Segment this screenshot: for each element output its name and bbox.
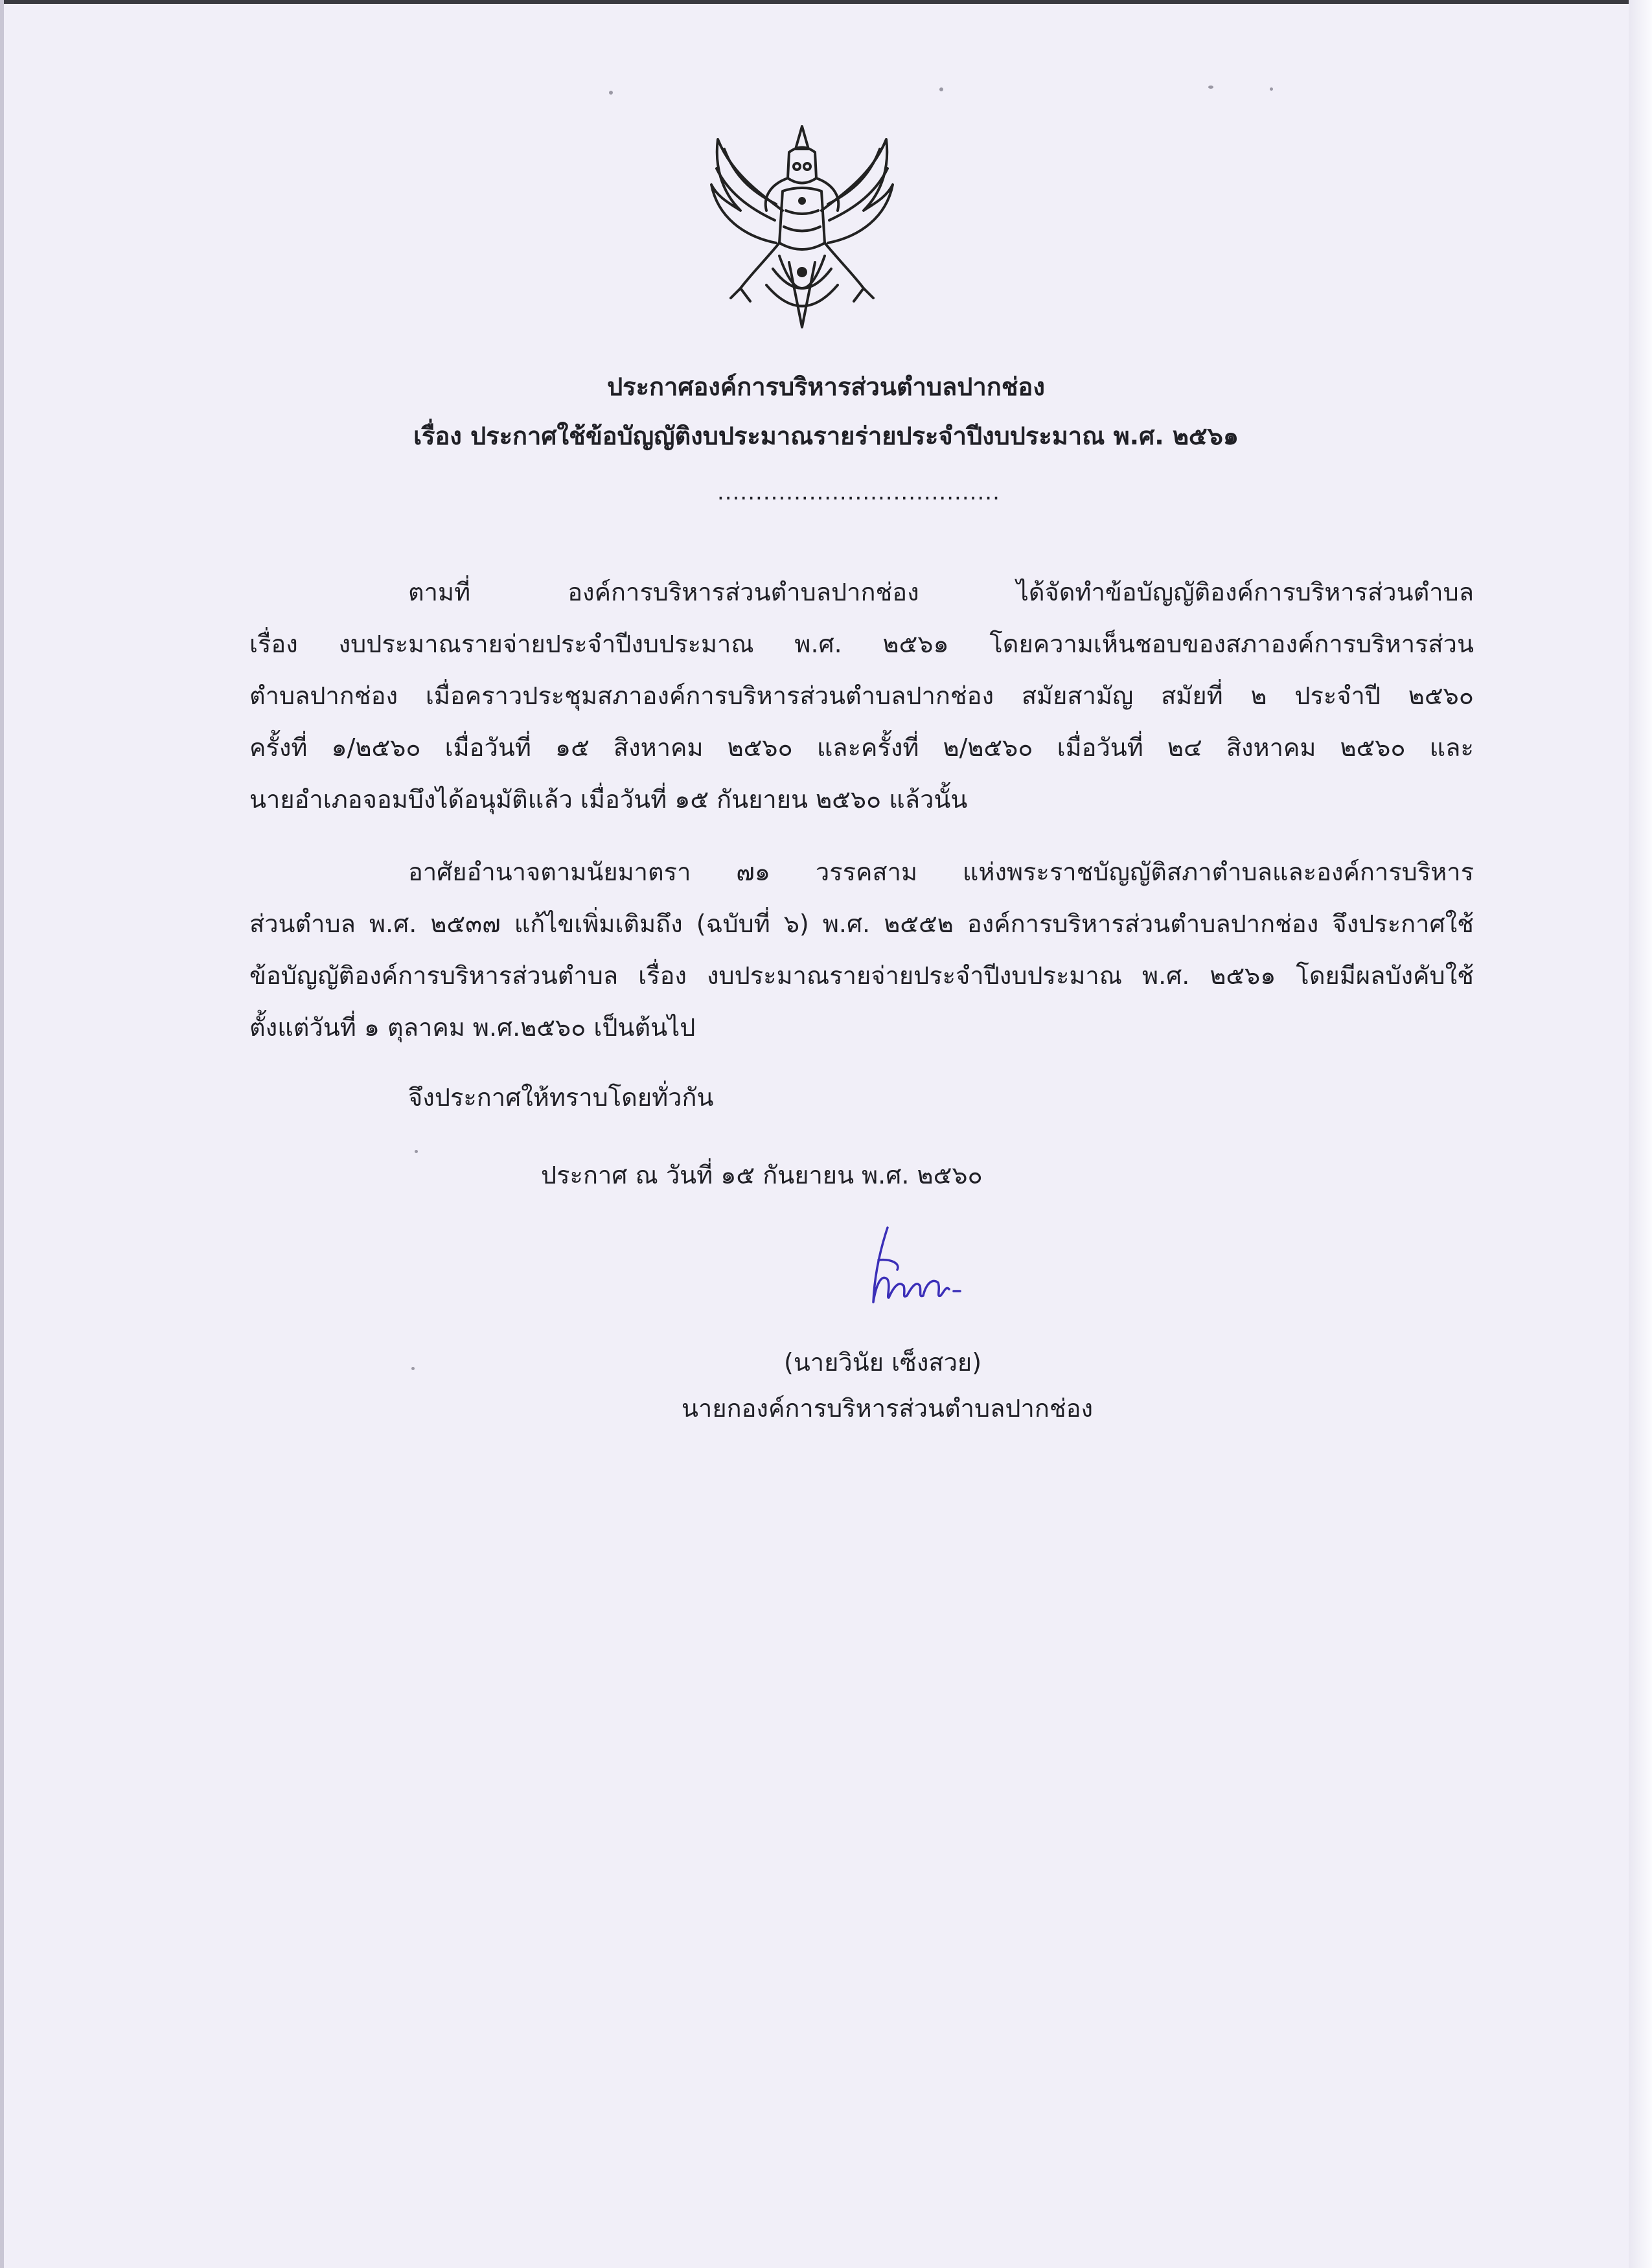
p1l4-word: ๑๕ [555, 733, 590, 762]
announcement-date: ประกาศ ณ วันที่ ๑๕ กันยายน พ.ศ. ๒๕๖๐ [541, 1161, 983, 1189]
p1l3-word: เมื่อคราวประชุมสภาองค์การบริหารส่วนตำบลปากช่อง [425, 682, 994, 710]
p1l4-word: ๒/๒๕๖๐ [943, 733, 1033, 762]
scan-speck [1270, 87, 1273, 91]
p2l3-word: งบประมาณรายจ่ายประจำปีงบประมาณ [706, 961, 1123, 990]
p1l4-word: ครั้งที่ [249, 733, 308, 762]
paragraph1-line5: นายอำเภอจอมบึงได้อนุมัติแล้ว เมื่อวันที่ ๑๕ กันยายน ๒๕๖๐ แล้วนั้น [249, 785, 968, 814]
signatory-position: นายกองค์การบริหารส่วนตำบลปากช่อง [682, 1394, 1094, 1423]
p1l4-word: ๒๕๖๐ [1340, 733, 1406, 762]
paragraph2-line4: ตั้งแต่วันที่ ๑ ตุลาคม พ.ศ.๒๕๖๐ เป็นต้นไป [249, 1013, 696, 1042]
paragraph1-line1 [408, 572, 1474, 612]
title-separator: ..................................... [717, 479, 1000, 505]
p2l1-word: อาศัยอำนาจตามนัยมาตรา [408, 858, 691, 886]
signatory-name: (นายวินัย เซ็งสวย) [784, 1348, 982, 1377]
p2l3-word: ข้อบัญญัติองค์การบริหารส่วนตำบล [249, 961, 619, 990]
p1l2-word: งบประมาณรายจ่ายประจำปีงบประมาณ [338, 630, 754, 658]
p2l2-word: แก้ไขเพิ่มเติมถึง [514, 910, 683, 938]
p1l1-word: องค์การบริหารส่วนตำบลปากช่อง [568, 578, 919, 606]
garuda-emblem [705, 113, 899, 347]
p1l4-word: และ [1429, 733, 1474, 762]
p1l4-word: ๒๔ [1167, 733, 1202, 762]
p1l4-word: ๒๕๖๐ [727, 733, 793, 762]
p2l1-word: แห่งพระราชบัญญัติสภาตำบลและองค์การบริหาร [962, 858, 1474, 886]
p2l3-word: ๒๕๖๑ [1210, 961, 1276, 990]
scan-left-edge [0, 0, 4, 2268]
closing-statement: จึงประกาศให้ทราบโดยทั่วกัน [408, 1083, 714, 1112]
paragraph1-line2 [249, 624, 1474, 663]
p1l3-word: สมัยที่ [1161, 682, 1223, 710]
p1l2-word: พ.ศ. [794, 630, 842, 658]
p1l4-word: เมื่อวันที่ [1057, 733, 1143, 762]
p1l3-word: ๒๕๖๐ [1408, 682, 1474, 710]
signature-mark [842, 1221, 998, 1318]
p2l3-word: โดยมีผลบังคับใช้ [1296, 961, 1474, 990]
p2l1-word: ๗๑ [736, 858, 770, 886]
p2l2-word: ส่วนตำบล [249, 910, 356, 938]
p1l3-word: ตำบลปากช่อง [249, 682, 398, 710]
scan-speck [411, 1367, 415, 1370]
p2l3-word: เรื่อง [638, 961, 687, 990]
p1l1-word: ได้จัดทำข้อบัญญัติองค์การบริหารส่วนตำบล [1016, 578, 1474, 606]
p2l2-word: ๒๕๓๗ [430, 910, 501, 938]
scan-speck [609, 91, 613, 95]
paragraph1-line3 [249, 676, 1474, 715]
scan-top-edge [0, 0, 1652, 4]
p1l4-word: และครั้งที่ [816, 733, 919, 762]
p2l2-word: (ฉบับที่ [696, 910, 770, 938]
paragraph1-line4 [249, 727, 1474, 767]
p1l4-word: ๑/๒๕๖๐ [331, 733, 421, 762]
p2l2-word: ๖) [783, 910, 809, 938]
scan-speck [415, 1150, 418, 1153]
p1l3-word: ประจำปี [1294, 682, 1381, 710]
scan-speck [1208, 86, 1213, 89]
p1l2-word: โดยความเห็นชอบของสภาองค์การบริหารส่วน [989, 630, 1474, 658]
scan-speck [939, 87, 943, 91]
announcement-title: ประกาศองค์การบริหารส่วนตำบลปากช่อง [607, 372, 1045, 401]
paragraph2-line3 [249, 956, 1474, 995]
p1l2-word: เรื่อง [249, 630, 298, 658]
p2l2-word: ๒๕๕๒ [884, 910, 954, 938]
scan-right-edge [1629, 0, 1652, 2268]
p1l4-word: สิงหาคม [613, 733, 704, 762]
p2l2-word: องค์การบริหารส่วนตำบลปากช่อง [967, 910, 1319, 938]
p1l3-word: ๒ [1250, 682, 1267, 710]
p1l4-word: เมื่อวันที่ [444, 733, 531, 762]
p2l2-word: จึงประกาศใช้ [1332, 910, 1474, 938]
p2l1-word: วรรคสาม [815, 858, 917, 886]
p1l3-word: สมัยสามัญ [1021, 682, 1134, 710]
p1l2-word: ๒๕๖๑ [882, 630, 949, 658]
p1l4-word: สิงหาคม [1226, 733, 1316, 762]
announcement-subject: เรื่อง ประกาศใช้ข้อบัญญัติงบประมาณรายร่ายประจำปีงบประมาณ พ.ศ. ๒๕๖๑ [413, 422, 1239, 450]
paragraph2-line2 [249, 904, 1474, 943]
paragraph2-line1 [408, 852, 1474, 891]
p2l2-word: พ.ศ. [822, 910, 871, 938]
p2l2-word: พ.ศ. [369, 910, 417, 938]
p2l3-word: พ.ศ. [1142, 961, 1190, 990]
p1l1-word: ตามที่ [408, 578, 471, 606]
